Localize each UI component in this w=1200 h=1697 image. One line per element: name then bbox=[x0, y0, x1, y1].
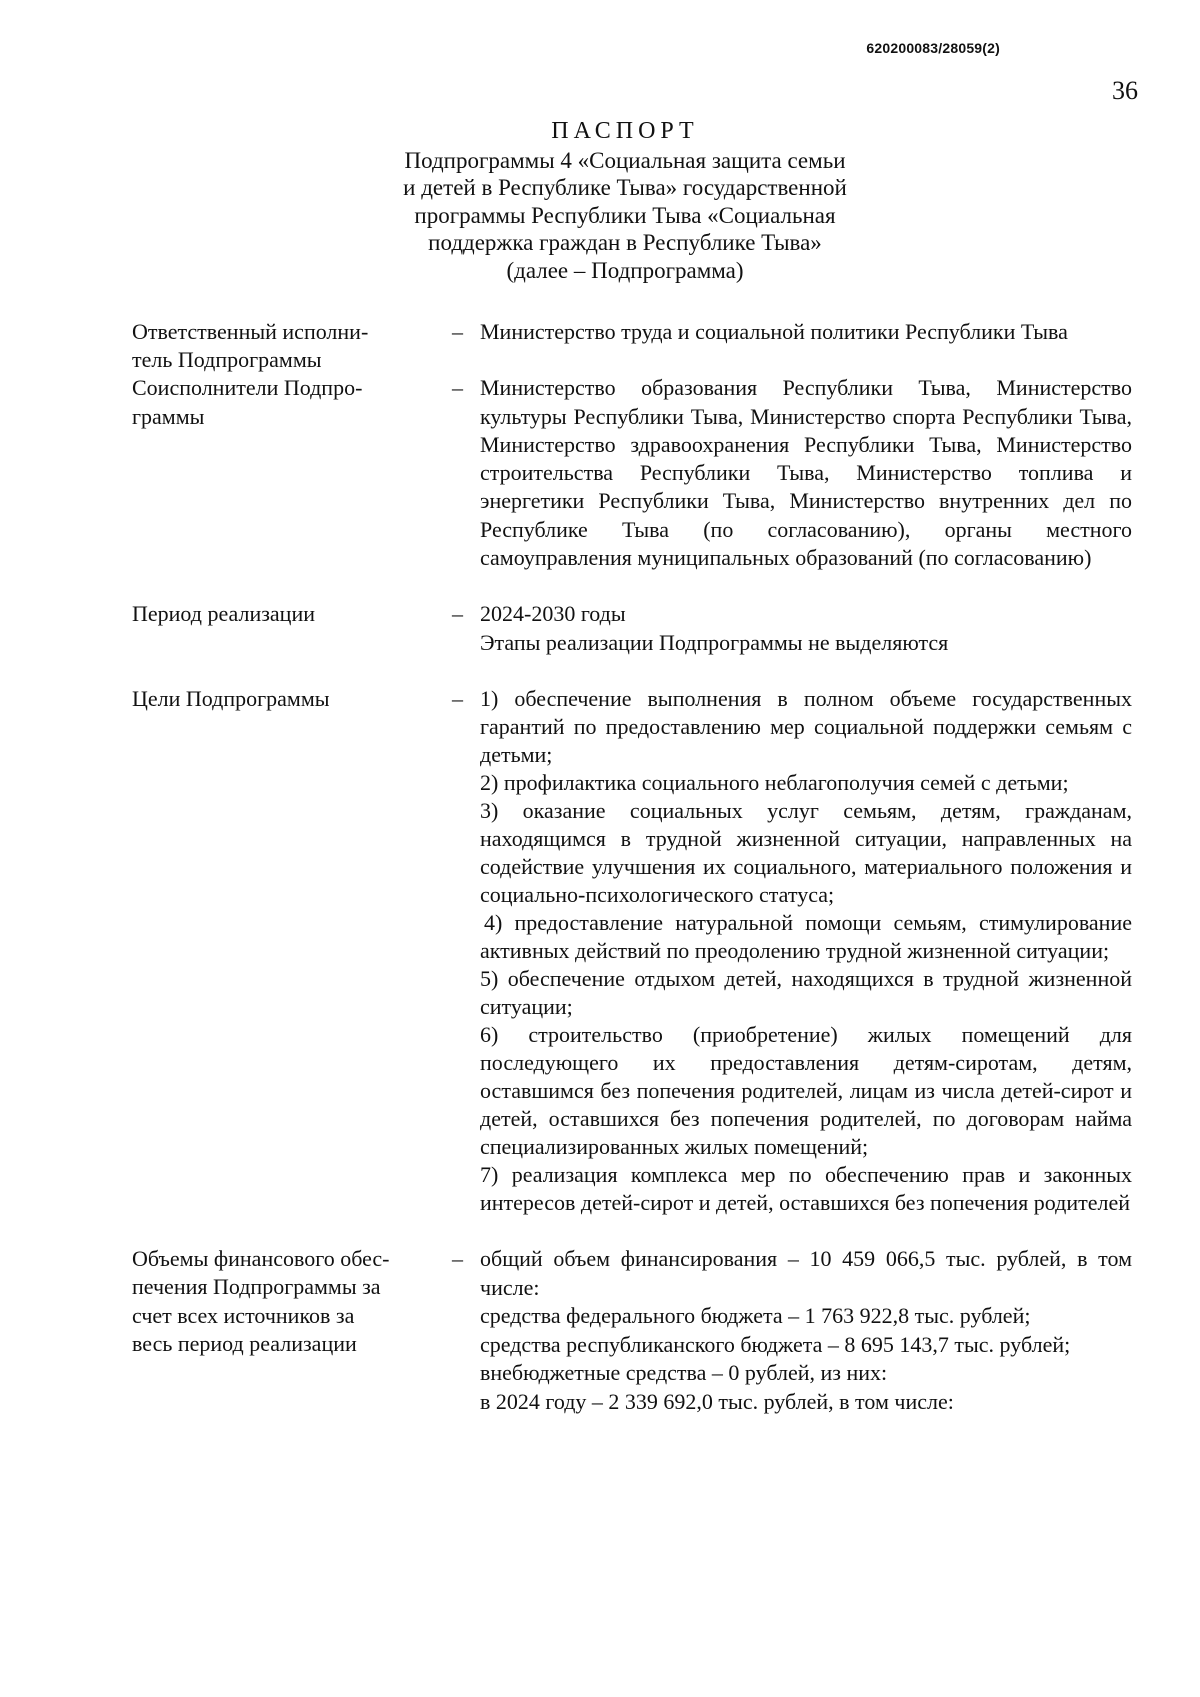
goal-item: 2) профилактика социального неблагополучия семей с детьми; bbox=[480, 769, 1069, 795]
label-line: Цели Подпрограммы bbox=[132, 685, 330, 711]
title-line: Подпрограммы 4 «Социальная защита семьи bbox=[404, 147, 846, 173]
row-responsible-executor bbox=[132, 318, 1132, 373]
label-line: тель Подпрограммы bbox=[132, 347, 322, 373]
row-value bbox=[480, 685, 1132, 1217]
goal-item: 1) обеспечение выполнения в полном объеме государственных гарантий по предоставлению мер социальной поддержки семьям с детьми; bbox=[480, 685, 1132, 767]
row-value bbox=[480, 600, 1132, 657]
finance-line: в 2024 году – 2 339 692,0 тыс. рублей, в том числе: bbox=[480, 1388, 954, 1414]
label-line: Объемы финансового обес- bbox=[132, 1245, 390, 1271]
value-text: Этапы реализации Подпрограммы не выделяются bbox=[480, 629, 949, 655]
dash: – bbox=[452, 319, 463, 344]
label-line: Соисполнители Подпро- bbox=[132, 375, 363, 401]
page-number: 36 bbox=[1112, 76, 1138, 105]
label-line: печения Подпрограммы за bbox=[132, 1274, 381, 1300]
goal-item: 5) обеспечение отдыхом детей, находящихся в трудной жизненной ситуации; bbox=[480, 965, 1132, 1019]
title-line: и детей в Республике Тыва» государственной bbox=[403, 175, 847, 200]
dash: – bbox=[452, 685, 463, 711]
finance-line: общий объем финансирования – 10 459 066,5 тыс. рублей, в том числе: bbox=[480, 1245, 1132, 1300]
row-value bbox=[480, 1245, 1132, 1417]
dash: – bbox=[452, 375, 463, 401]
row-coexecutors bbox=[132, 374, 1132, 572]
goal-item: 4) предоставление натуральной помощи семьям, стимулирование активных действий по преодолению трудной жизненной ситуации; bbox=[480, 909, 1132, 963]
dash: – bbox=[452, 601, 463, 627]
goal-item: 3) оказание социальных услуг семьям, детям, гражданам, находящимся в трудной жизненной ситуации, направленных на содействие улучшения их социального, материального положения и социально-психологического статуса; bbox=[480, 797, 1132, 907]
row-goals bbox=[132, 685, 1132, 1217]
row-period bbox=[132, 600, 1132, 657]
label-line: счет всех источников за bbox=[132, 1302, 355, 1328]
value-text: 2024-2030 годы bbox=[480, 601, 626, 627]
goal-item: 7) реализация комплекса мер по обеспечению прав и законных интересов детей-сирот и детей, оставшихся без попечения родителей bbox=[480, 1161, 1132, 1215]
label-line: Ответственный исполни- bbox=[132, 319, 369, 344]
row-value bbox=[480, 374, 1132, 572]
label-line: Период реализации bbox=[132, 601, 316, 627]
row-label bbox=[132, 600, 422, 628]
row-label bbox=[132, 1245, 422, 1358]
label-line: весь период реализации bbox=[132, 1330, 357, 1356]
row-label bbox=[132, 685, 422, 713]
finance-line: внебюджетные средства – 0 рублей, из них: bbox=[480, 1360, 888, 1386]
value-text: Министерство образования Республики Тыва, Министерство культуры Республики Тыва, Министерство спорта Республики Тыва, Министерство здравоохранения Республики Тыва, Министерство строительства Республики Тыва, Министерство топлива и энергетики Республики Тыва, Министерство внутренних дел по Республике Тыва (по согласованию), органы местного самоуправления муниципальных образований (по согласованию) bbox=[480, 375, 1132, 571]
row-label bbox=[132, 374, 422, 431]
title-heading: ПАСПОРТ bbox=[551, 118, 699, 144]
passport-table bbox=[132, 318, 1132, 1445]
title-line: программы Республики Тыва «Социальная bbox=[414, 202, 836, 228]
row-financing bbox=[132, 1245, 1132, 1417]
title-line: поддержка граждан в Республике Тыва» bbox=[428, 230, 822, 255]
finance-line: средства федерального бюджета – 1 763 922,8 тыс. рублей; bbox=[480, 1303, 1031, 1329]
dash: – bbox=[452, 1245, 463, 1271]
title-line: (далее – Подпрограмма) bbox=[506, 257, 744, 283]
row-label bbox=[132, 318, 422, 375]
value-text: Министерство труда и социальной политики Республики Тыва bbox=[480, 319, 1068, 344]
row-value bbox=[480, 318, 1132, 346]
goal-item: 6) строительство (приобретение) жилых помещений для последующего их предоставления детям-сиротам, детям, оставшимся без попечения родителей, лицам из числа детей-сирот и детей, оставшихся без попечения родителей, по договорам найма специализированных жилых помещений; bbox=[480, 1021, 1132, 1159]
passport-title bbox=[330, 118, 920, 284]
document-code: 620200083/28059(2) bbox=[866, 40, 1000, 56]
label-line: граммы bbox=[132, 403, 205, 429]
finance-line: средства республиканского бюджета – 8 695 143,7 тыс. рублей; bbox=[480, 1331, 1071, 1357]
